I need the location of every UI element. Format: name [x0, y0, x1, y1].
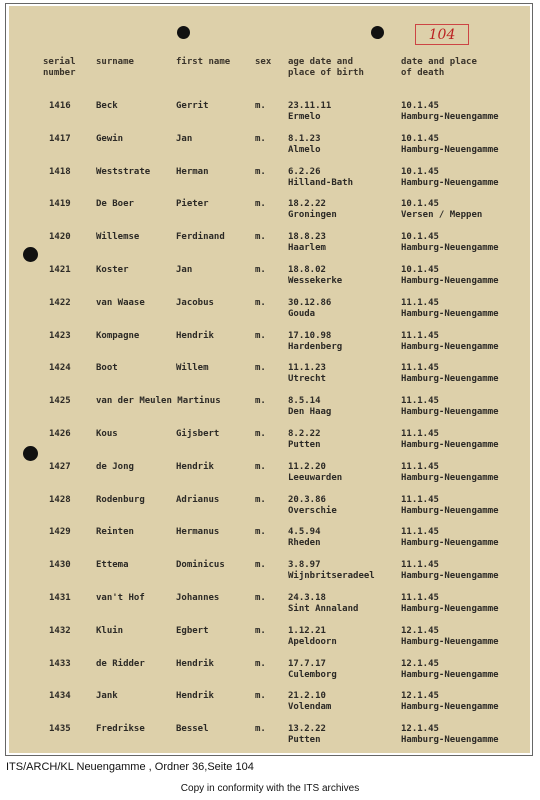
cell-death-place: Hamburg-Neuengamme	[401, 308, 499, 319]
cell-serial: 1426	[49, 428, 71, 439]
cell-sex: m.	[255, 527, 266, 538]
table-row	[0, 426, 540, 459]
cell-surname: De Boer	[96, 199, 134, 210]
cell-first-name: Bessel	[176, 724, 209, 735]
header-death	[401, 57, 477, 79]
cell-sex: m.	[255, 232, 266, 243]
cell-sex: m.	[255, 461, 266, 472]
header-first-name: first name	[176, 57, 231, 67]
cell-serial: 1430	[49, 560, 71, 571]
cell-serial: 1434	[49, 691, 71, 702]
cell-surname: Beck	[96, 101, 118, 111]
table-row	[0, 229, 540, 262]
table-row	[0, 328, 540, 361]
cell-death-date: 11.1.45	[401, 527, 439, 538]
cell-death-date: 10.1.45	[401, 133, 439, 144]
cell-sex: m.	[255, 363, 266, 374]
cell-death-place: Hamburg-Neuengamme	[401, 735, 499, 746]
cell-sex: m.	[255, 264, 266, 275]
cell-death-date: 11.1.45	[401, 592, 439, 603]
cell-sex: m.	[255, 724, 266, 735]
cell-serial: 1432	[49, 625, 71, 636]
cell-serial: 1416	[49, 101, 71, 111]
cell-death-place: Hamburg-Neuengamme	[401, 374, 499, 385]
cell-surname: Fredrikse	[96, 724, 145, 735]
cell-sex: m.	[255, 691, 266, 702]
cell-death-date: 11.1.45	[401, 428, 439, 439]
cell-birth-place: Groningen	[288, 210, 337, 221]
header-birth	[288, 57, 364, 79]
cell-serial: 1425	[49, 396, 71, 407]
cell-birth-date: 8.1.23	[288, 133, 321, 144]
cell-death-place: Hamburg-Neuengamme	[401, 144, 499, 155]
table-row	[0, 524, 540, 557]
cell-death-place: Hamburg-Neuengamme	[401, 275, 499, 286]
cell-death-date: 12.1.45	[401, 625, 439, 636]
cell-birth-date: 23.11.11	[288, 101, 332, 111]
cell-birth-place: Hilland-Bath	[288, 177, 354, 188]
table-row	[0, 721, 540, 754]
cell-death-place: Hamburg-Neuengamme	[401, 505, 499, 516]
table-row	[0, 295, 540, 328]
cell-first-name: Hendrik	[176, 461, 214, 472]
cell-surname: van der Meulen Martinus	[96, 396, 221, 407]
table-row	[0, 164, 540, 197]
cell-death-place: Hamburg-Neuengamme	[401, 571, 499, 582]
table-row	[0, 196, 540, 229]
cell-surname: Kompagne	[96, 330, 140, 341]
table-row	[0, 492, 540, 525]
cell-birth-date: 4.5.94	[288, 527, 321, 538]
cell-first-name: Dominicus	[176, 560, 225, 571]
cell-birth-date: 8.2.22	[288, 428, 321, 439]
cell-serial: 1427	[49, 461, 71, 472]
cell-first-name: Jan	[176, 133, 193, 144]
cell-serial: 1433	[49, 658, 71, 669]
cell-death-date: 11.1.45	[401, 363, 439, 374]
table-row	[0, 98, 540, 131]
cell-first-name: Hermanus	[176, 527, 220, 538]
cell-death-date: 10.1.45	[401, 264, 439, 275]
cell-death-place: Hamburg-Neuengamme	[401, 439, 499, 450]
cell-first-name: Gerrit	[176, 101, 209, 111]
cell-death-date: 10.1.45	[401, 101, 439, 111]
cell-surname: Boot	[96, 363, 118, 374]
cell-first-name: Hendrik	[176, 691, 214, 702]
table-row	[0, 623, 540, 656]
cell-first-name: Jacobus	[176, 297, 214, 308]
header-death-line1: date and place	[401, 57, 477, 67]
cell-serial: 1435	[49, 724, 71, 735]
cell-serial: 1420	[49, 232, 71, 243]
cell-birth-date: 13.2.22	[288, 724, 326, 735]
cell-death-date: 12.1.45	[401, 724, 439, 735]
cell-birth-place: Den Haag	[288, 407, 332, 418]
cell-birth-date: 11.2.20	[288, 461, 326, 472]
header-sex: sex	[255, 57, 272, 67]
header-death-line2: of death	[401, 68, 445, 78]
cell-birth-date: 24.3.18	[288, 592, 326, 603]
cell-death-place: Hamburg-Neuengamme	[401, 341, 499, 352]
cell-surname: Koster	[96, 264, 129, 275]
cell-death-date: 11.1.45	[401, 494, 439, 505]
cell-death-date: 12.1.45	[401, 658, 439, 669]
cell-birth-date: 3.8.97	[288, 560, 321, 571]
cell-sex: m.	[255, 101, 266, 111]
cell-birth-place: Overschie	[288, 505, 337, 516]
cell-birth-place: Volendam	[288, 702, 332, 713]
cell-birth-place: Haarlem	[288, 243, 326, 254]
cell-sex: m.	[255, 330, 266, 341]
cell-surname: Kluin	[96, 625, 124, 636]
table-row	[0, 590, 540, 623]
cell-birth-place: Culemborg	[288, 669, 337, 680]
cell-birth-date: 18.8.23	[288, 232, 326, 243]
cell-death-date: 11.1.45	[401, 297, 439, 308]
cell-first-name: Hendrik	[176, 330, 214, 341]
cell-serial: 1431	[49, 592, 71, 603]
table-row	[0, 688, 540, 721]
cell-serial: 1428	[49, 494, 71, 505]
cell-serial: 1417	[49, 133, 71, 144]
cell-death-place: Hamburg-Neuengamme	[401, 603, 499, 614]
cell-death-place: Hamburg-Neuengamme	[401, 538, 499, 549]
cell-death-date: 11.1.45	[401, 461, 439, 472]
cell-death-place: Hamburg-Neuengamme	[401, 472, 499, 483]
cell-sex: m.	[255, 133, 266, 144]
cell-death-place: Hamburg-Neuengamme	[401, 112, 499, 122]
table-row	[0, 459, 540, 492]
punch-hole	[371, 26, 384, 39]
cell-death-place: Hamburg-Neuengamme	[401, 702, 499, 713]
cell-death-date: 10.1.45	[401, 199, 439, 210]
cell-death-date: 11.1.45	[401, 560, 439, 571]
cell-death-date: 11.1.45	[401, 396, 439, 407]
cell-birth-date: 18.2.22	[288, 199, 326, 210]
cell-serial: 1423	[49, 330, 71, 341]
cell-death-date: 12.1.45	[401, 691, 439, 702]
cell-birth-place: Putten	[288, 735, 321, 746]
cell-birth-date: 6.2.26	[288, 166, 321, 177]
record-list	[0, 98, 540, 754]
cell-birth-place: Putten	[288, 439, 321, 450]
cell-birth-date: 20.3.86	[288, 494, 326, 505]
cell-death-place: Hamburg-Neuengamme	[401, 177, 499, 188]
cell-first-name: Willem	[176, 363, 209, 374]
cell-serial: 1418	[49, 166, 71, 177]
cell-birth-place: Hardenberg	[288, 341, 343, 352]
cell-serial: 1424	[49, 363, 71, 374]
cell-death-date: 10.1.45	[401, 232, 439, 243]
table-row	[0, 393, 540, 426]
archive-reference: ITS/ARCH/KL Neuengamme , Ordner 36,Seite 104	[6, 761, 254, 773]
cell-death-place: Hamburg-Neuengamme	[401, 636, 499, 647]
cell-first-name: Hendrik	[176, 658, 214, 669]
cell-surname: Kous	[96, 428, 118, 439]
table-row	[0, 656, 540, 689]
cell-surname: Weststrate	[96, 166, 151, 177]
cell-birth-place: Leeuwarden	[288, 472, 343, 483]
cell-birth-place: Gouda	[288, 308, 316, 319]
cell-birth-place: Rheden	[288, 538, 321, 549]
header-serial-line1: serial	[43, 57, 76, 67]
table-row	[0, 557, 540, 590]
cell-serial: 1419	[49, 199, 71, 210]
cell-sex: m.	[255, 658, 266, 669]
cell-first-name: Johannes	[176, 592, 220, 603]
cell-surname: de Ridder	[96, 658, 145, 669]
cell-serial: 1421	[49, 264, 71, 275]
cell-sex: m.	[255, 592, 266, 603]
punch-hole	[177, 26, 190, 39]
cell-birth-date: 1.12.21	[288, 625, 326, 636]
cell-sex: m.	[255, 199, 266, 210]
cell-sex: m.	[255, 166, 266, 177]
cell-birth-date: 30.12.86	[288, 297, 332, 308]
cell-birth-date: 18.8.02	[288, 264, 326, 275]
cell-birth-place: Utrecht	[288, 374, 326, 385]
cell-death-date: 10.1.45	[401, 166, 439, 177]
cell-first-name: Jan	[176, 264, 193, 275]
cell-first-name: Gijsbert	[176, 428, 220, 439]
table-row	[0, 360, 540, 393]
cell-birth-date: 17.10.98	[288, 330, 332, 341]
cell-birth-place: Apeldoorn	[288, 636, 337, 647]
cell-surname: de Jong	[96, 461, 134, 472]
cell-death-place: Hamburg-Neuengamme	[401, 243, 499, 254]
cell-birth-date: 17.7.17	[288, 658, 326, 669]
cell-surname: Jank	[96, 691, 118, 702]
cell-surname: van Waase	[96, 297, 145, 308]
cell-surname: Willemse	[96, 232, 140, 243]
cell-surname: van't Hof	[96, 592, 145, 603]
page-number-stamp: 104	[415, 24, 469, 45]
cell-birth-place: Wijnbritseradeel	[288, 571, 375, 582]
cell-first-name: Ferdinand	[176, 232, 225, 243]
conformity-note: Copy in conformity with the ITS archives	[180, 783, 360, 794]
cell-birth-place: Ermelo	[288, 112, 321, 122]
cell-death-date: 11.1.45	[401, 330, 439, 341]
cell-sex: m.	[255, 428, 266, 439]
cell-death-place: Versen / Meppen	[401, 210, 483, 221]
cell-birth-place: Sint Annaland	[288, 603, 359, 614]
cell-sex: m.	[255, 494, 266, 505]
header-serial	[43, 57, 76, 79]
cell-birth-date: 8.5.14	[288, 396, 321, 407]
cell-birth-place: Almelo	[288, 144, 321, 155]
header-birth-line2: place of birth	[288, 68, 364, 78]
table-row	[0, 262, 540, 295]
cell-death-place: Hamburg-Neuengamme	[401, 407, 499, 418]
cell-surname: Ettema	[96, 560, 129, 571]
header-serial-line2: number	[43, 68, 76, 78]
cell-birth-place: Wessekerke	[288, 275, 343, 286]
table-row	[0, 131, 540, 164]
cell-first-name: Pieter	[176, 199, 209, 210]
cell-serial: 1429	[49, 527, 71, 538]
cell-death-place: Hamburg-Neuengamme	[401, 669, 499, 680]
cell-sex: m.	[255, 625, 266, 636]
cell-sex: m.	[255, 396, 266, 407]
cell-birth-date: 11.1.23	[288, 363, 326, 374]
cell-surname: Rodenburg	[96, 494, 145, 505]
cell-sex: m.	[255, 560, 266, 571]
header-birth-line1: age date and	[288, 57, 354, 67]
cell-surname: Reinten	[96, 527, 134, 538]
cell-first-name: Adrianus	[176, 494, 220, 505]
cell-surname: Gewin	[96, 133, 124, 144]
cell-sex: m.	[255, 297, 266, 308]
header-surname: surname	[96, 57, 134, 67]
cell-birth-date: 21.2.10	[288, 691, 326, 702]
cell-first-name: Herman	[176, 166, 209, 177]
cell-first-name: Egbert	[176, 625, 209, 636]
cell-serial: 1422	[49, 297, 71, 308]
